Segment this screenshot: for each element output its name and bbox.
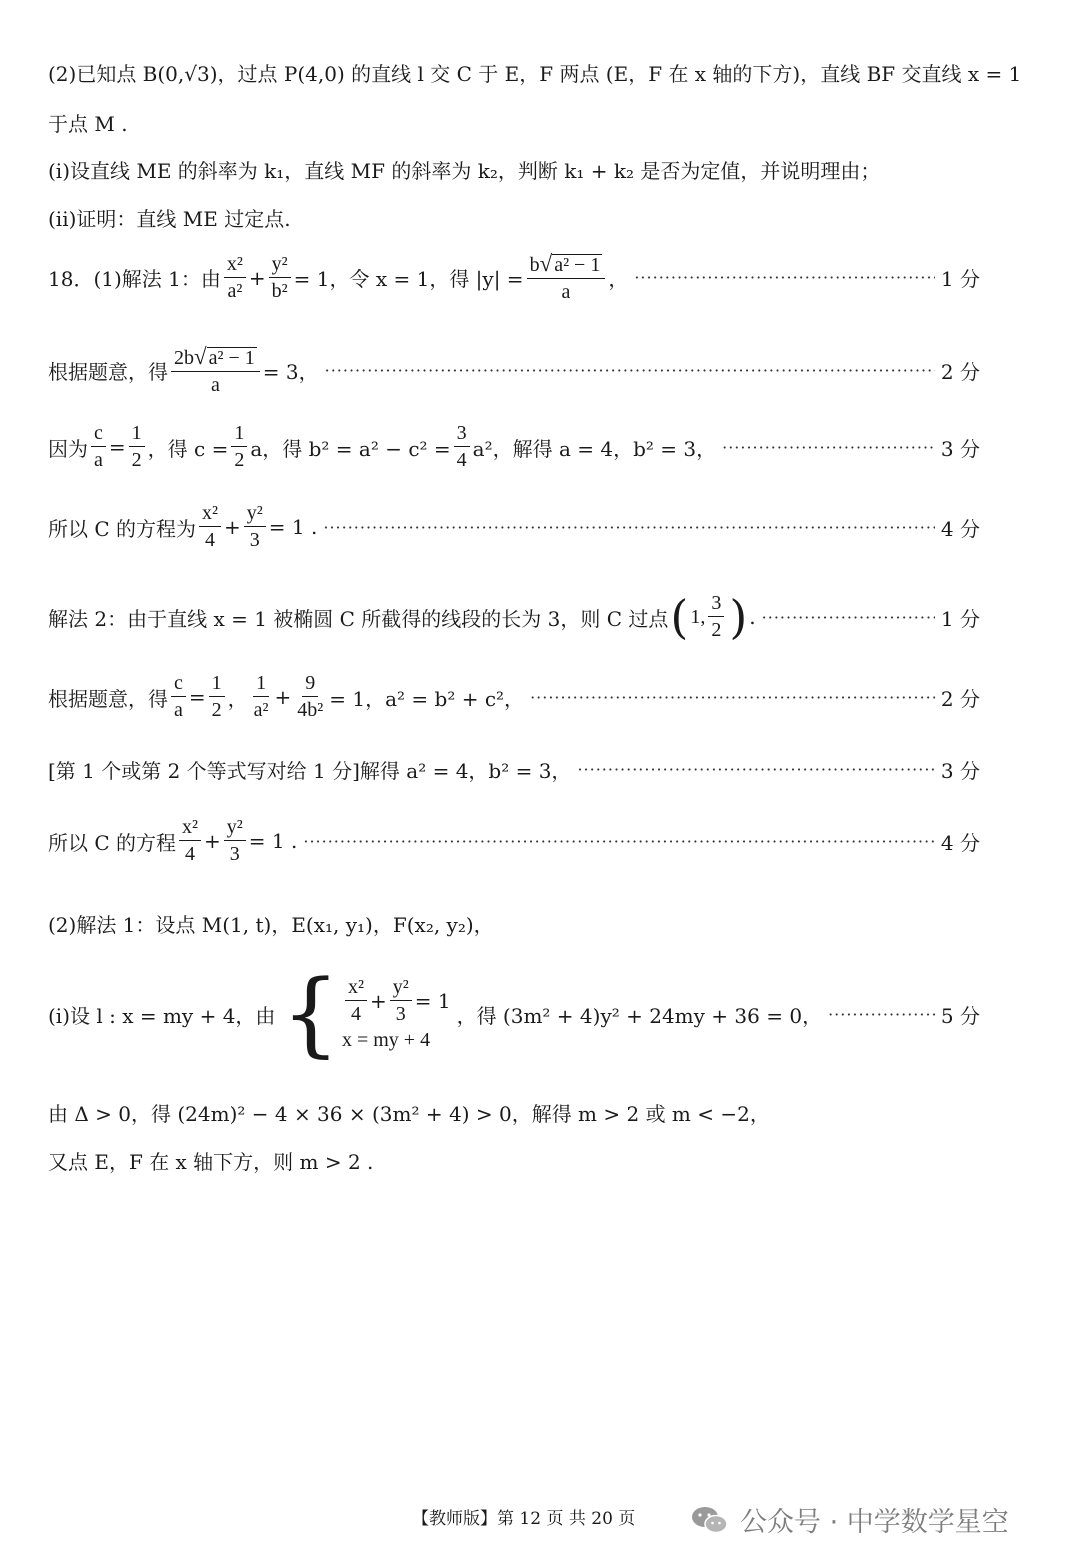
score-leader — [323, 518, 935, 537]
fraction-x2-a2: $\frac{\text{x²}}{\text{a²}}$ — [224, 254, 246, 302]
fraction-3-2: $\frac{3}{2}$ — [708, 593, 724, 641]
score-label: 2 分 — [940, 360, 980, 385]
fraction-x2-4: $\frac{\text{x²}}{4}$ — [345, 977, 367, 1025]
fraction-9-4b2: $\frac{9}{\text{4b²}}$ — [297, 672, 324, 721]
solution-18-method-2-line-2: 根据题意，得 $\frac{c}{a}$ = $\frac{1}{2}$ ， $\frac{1}{\text{a²}}$ + $\frac{9}{\text{4b²}}$ = 1，a² = b² + c²， ····· 2 分 — [48, 673, 980, 721]
page-number: 【教师版】第 12 页 共 20 页 — [412, 1509, 636, 1529]
score-label: 1 分 — [940, 606, 980, 631]
fraction-1-2: $\frac{1}{2}$ — [129, 423, 145, 471]
problem-2-intro-cont: 于点 M . — [48, 112, 128, 136]
problem-2-part-ii: (ii)证明：直线 ME 过定点. — [48, 207, 291, 231]
fraction-y2-3: $\frac{\text{y²}}{3}$ — [224, 817, 246, 865]
solution-m-condition: 又点 E，F 在 x 轴下方，则 m > 2 . — [48, 1150, 374, 1174]
solution-18-line-4: 所以 C 的方程为 $\frac{\text{x²}}{4}$ + $\frac{\text{y²}}{3}$ = 1 . ····· 4 分 — [48, 503, 980, 551]
problem-2-part-i: (i)设直线 ME 的斜率为 k₁，直线 MF 的斜率为 k₂，判断 k₁ + k₂ 是否为定值，并说明理由； — [48, 159, 881, 183]
fraction-1-2: $\frac{1}{2}$ — [231, 423, 247, 471]
score-leader — [722, 438, 935, 457]
fraction-x2-4: $\frac{\text{x²}}{4}$ — [199, 503, 221, 551]
solution-part-2-setup: (2)解法 1：设点 M(1, t)，E(x₁, y₁)，F(x₂, y₂)， — [48, 913, 494, 937]
score-label: 5 分 — [940, 1003, 980, 1028]
watermark — [690, 1500, 1009, 1539]
score-label: 4 分 — [940, 516, 980, 541]
solution-18-line-1: 18．(1)解法 1：由 $\frac{\text{x²}}{\text{a²}}$ + $\frac{\text{y²}}{\text{b²}}$ = 1，令 x = 1，得 |y| = b √ a² − 1 a ， ····· 1 分 — [48, 252, 980, 303]
fraction-1-a2: $\frac{1}{\text{a²}}$ — [253, 672, 269, 721]
score-leader — [828, 1005, 935, 1024]
fraction-x2-4: $\frac{\text{x²}}{4}$ — [179, 817, 201, 865]
wechat-icon — [690, 1505, 730, 1535]
equation-system: { $\frac{\text{x²}}{4}$ + $\frac{\text{y²}}{3}$ = 1 x = my + 4 — [281, 960, 451, 1067]
solution-18-method-2-line-4: 所以 C 的方程 $\frac{\text{x²}}{4}$ + $\frac{\text{y²}}{3}$ = 1 . ····· 4 分 — [48, 817, 980, 865]
fraction-2b-sqrt: 2b √ a² − 1 a — [171, 345, 260, 396]
fraction-y2-b2: $\frac{\text{y²}}{\text{b²}}$ — [269, 254, 291, 302]
fraction-c-a: $\frac{c}{a}$ — [171, 673, 186, 721]
problem-2-intro: (2)已知点 B(0,√3)，过点 P(4,0) 的直线 l 交 C 于 E，F 两点 (E，F 在 x 轴的下方)，直线 BF 交直线 x = 1 — [48, 62, 1022, 86]
fraction-b-sqrt: b √ a² − 1 a — [527, 252, 606, 303]
solution-delta: 由 Δ > 0，得 (24m)² − 4 × 36 × (3m² + 4) > 0，解得 m > 2 或 m < −2， — [48, 1102, 770, 1126]
score-label: 2 分 — [940, 686, 980, 711]
score-label: 1 分 — [940, 267, 980, 292]
fraction-c-a: $\frac{c}{a}$ — [91, 423, 106, 471]
solution-18-line-3: 因为 $\frac{c}{a}$ = $\frac{1}{2}$ ，得 c = $\frac{1}{2}$ a，得 b² = a² − c² = $\frac{3}{4}$ a²，解得 a = 4，b² = 3， ····· 3 分 — [48, 423, 980, 471]
solution-18-method-2-line-1: 解法 2：由于直线 x = 1 被椭圆 C 所截得的线段的长为 3，则 C 过点 ( 1, $\frac{3}{2}$ ) . ····· 1 分 — [48, 593, 980, 641]
score-leader — [762, 608, 935, 627]
score-label: 3 分 — [940, 759, 980, 783]
fraction-y2-3: $\frac{\text{y²}}{3}$ — [244, 503, 266, 551]
score-leader — [634, 268, 935, 287]
solution-part-2-i: (i)设 l : x = my + 4，由 { $\frac{\text{x²}}{4}$ + $\frac{\text{y²}}{3}$ = 1 x = my + 4 ，得 (3m² + 4)y² + 24my + 36 = 0， ····· 5 分 — [48, 968, 980, 1060]
score-leader — [303, 832, 935, 851]
score-leader — [530, 688, 935, 707]
solution-18-method-2-line-3: [第 1 个或第 2 个等式写对给 1 分]解得 a² = 4，b² = 3， ····· 3 分 — [48, 755, 980, 784]
fraction-3-4: $\frac{3}{4}$ — [454, 423, 470, 471]
watermark-text: 公众号 · 中学数学星空 — [740, 1507, 1009, 1538]
score-leader — [577, 760, 934, 779]
score-leader — [325, 361, 935, 380]
solution-18-line-2: 根据题意，得 2b √ a² − 1 a = 3， ····· 2 分 — [48, 345, 980, 396]
page-footer — [0, 1500, 1080, 1538]
fraction-y2-3: $\frac{\text{y²}}{3}$ — [390, 977, 412, 1025]
score-label: 4 分 — [940, 830, 980, 855]
fraction-1-2: $\frac{1}{2}$ — [209, 673, 225, 721]
score-label: 3 分 — [940, 436, 980, 461]
